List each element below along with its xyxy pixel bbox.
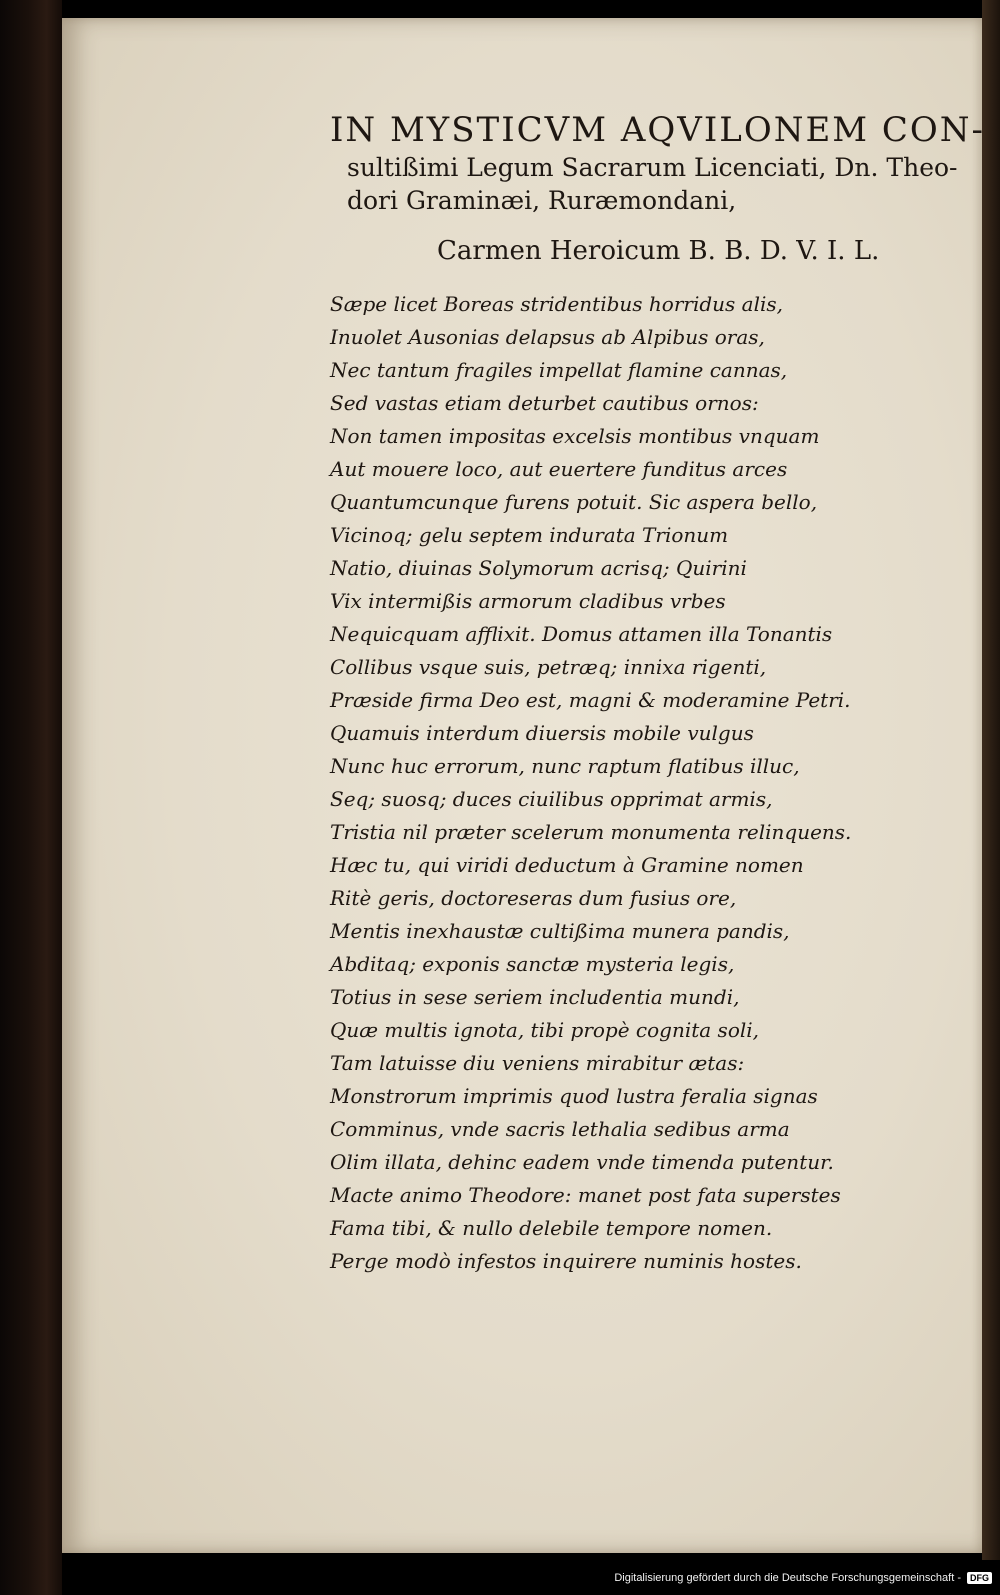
verse-line: Fama tibi, & nullo delebile tempore nomen.	[330, 1216, 773, 1240]
verse-line: Sæpe licet Boreas stridentibus horridus alis,	[330, 292, 783, 316]
verse-line: Abditaq; exponis sanctæ mysteria legis,	[330, 952, 735, 976]
verse-line: Comminus, vnde sacris lethalia sedibus arma	[330, 1117, 790, 1141]
verse-line: Non tamen impositas excelsis montibus vnquam	[330, 424, 820, 448]
verse-line: Hæc tu, qui viridi deductum à Gramine nomen	[330, 853, 804, 877]
verse-line: Monstrorum imprimis quod lustra feralia signas	[330, 1084, 818, 1108]
verse-line: Præside firma Deo est, magni & moderamine Petri.	[330, 688, 851, 712]
heading-line-3: dori Graminæi, Ruræmondani,	[347, 186, 737, 215]
heading-line-1: IN MYSTICVM AQVILONEM CON-	[330, 110, 986, 150]
poem-verses	[330, 288, 851, 1278]
verse-line: Totius in sese seriem includentia mundi,	[330, 985, 740, 1009]
verse-line: Nequicquam afflixit. Domus attamen illa Tonantis	[330, 622, 833, 646]
verse-line: Ritè geris, doctoreseras dum fusius ore,	[330, 886, 737, 910]
book-binding	[0, 0, 62, 1595]
adjacent-leaf-edge	[982, 0, 1000, 1560]
verse-line: Vicinoq; gelu septem indurata Trionum	[330, 523, 729, 547]
verse-line: Natio, diuinas Solymorum acrisq; Quirini	[330, 556, 747, 580]
verse-line: Tristia nil præter scelerum monumenta relinquens.	[330, 820, 852, 844]
verse-line: Seq; suosq; duces ciuilibus opprimat armis,	[330, 787, 773, 811]
dfg-logo: DFG	[967, 1572, 992, 1584]
verse-line: Quamuis interdum diuersis mobile vulgus	[330, 721, 754, 745]
verse-line: Vix intermißis armorum cladibus vrbes	[330, 589, 726, 613]
paper-page	[62, 18, 986, 1553]
verse-line: Inuolet Ausonias delapsus ab Alpibus oras,	[330, 325, 765, 349]
verse-line: Macte animo Theodore: manet post fata superstes	[330, 1183, 841, 1207]
credit-text: Digitalisierung gefördert durch die Deutsche Forschungsgemeinschaft -	[614, 1572, 961, 1584]
verse-line: Tam latuisse diu veniens mirabitur ætas:	[330, 1051, 745, 1075]
verse-line: Mentis inexhaustæ cultißima munera pandis,	[330, 919, 790, 943]
heading-line-2: sultißimi Legum Sacrarum Licenciati, Dn. Theo-	[347, 153, 958, 182]
verse-line: Collibus vsque suis, petræq; innixa rigenti,	[330, 655, 767, 679]
verse-line: Sed vastas etiam deturbet cautibus ornos:	[330, 391, 759, 415]
verse-line: Nec tantum fragiles impellat flamine cannas,	[330, 358, 788, 382]
verse-line: Olim illata, dehinc eadem vnde timenda putentur.	[330, 1150, 834, 1174]
verse-line: Perge modò infestos inquirere numinis hostes.	[330, 1249, 802, 1273]
verse-line: Aut mouere loco, aut euertere funditus arces	[330, 457, 788, 481]
digitization-credit	[614, 1567, 992, 1589]
poem-subtitle: Carmen Heroicum B. B. D. V. I. L.	[437, 236, 880, 266]
verse-line: Quantumcunque furens potuit. Sic aspera bello,	[330, 490, 818, 514]
verse-line: Quæ multis ignota, tibi propè cognita soli,	[330, 1018, 760, 1042]
verse-line: Nunc huc errorum, nunc raptum flatibus illuc,	[330, 754, 800, 778]
